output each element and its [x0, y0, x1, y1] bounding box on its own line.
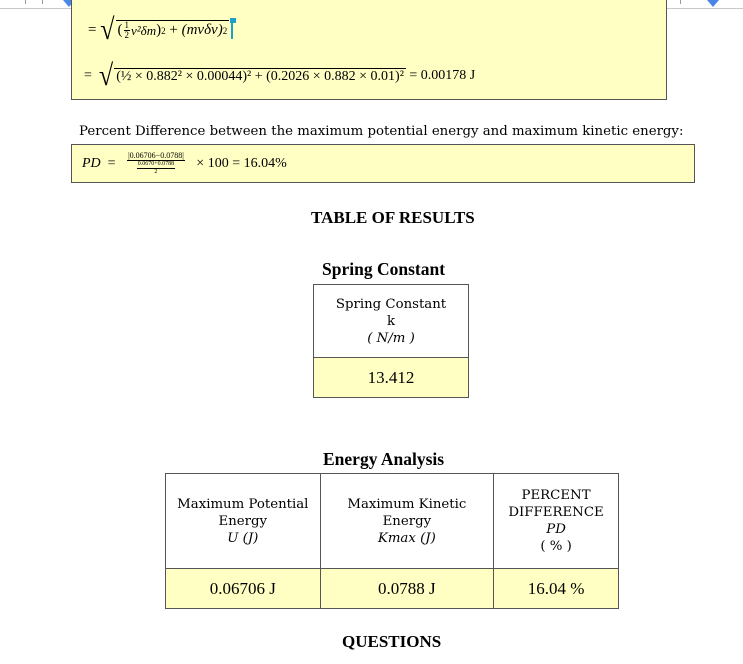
- line2-expression: (½ × 0.882² × 0.00044)² + (0.2026 × 0.882 × 0.01)²: [116, 68, 404, 84]
- percent-difference-equation[interactable]: PD = |0.06706−0.0788| 0.0670+0.0788 2 × 100 = 16.04%: [82, 151, 287, 175]
- col3-unit: ( % ): [540, 539, 572, 554]
- uncertainty-equation-line2[interactable]: = √ (½ × 0.882² × 0.00044)² + (0.2026 × 0.882 × 0.01)² = 0.00178 J: [84, 58, 476, 93]
- spring-header-line2: k: [386, 313, 396, 329]
- max-potential-energy-value[interactable]: 0.06706 J: [166, 569, 321, 609]
- pd-denominator-bottom: 2: [154, 169, 158, 175]
- line1-term: (mvδv): [181, 22, 223, 38]
- energy-analysis-heading: Energy Analysis: [323, 449, 445, 469]
- radicand: [114, 68, 406, 85]
- radicand: ( $\frac{1}{2}$ v²δm ) 2 + (mvδv) 2: [117, 20, 228, 40]
- spring-constant-table: [313, 284, 469, 398]
- spring-constant-heading: Spring Constant: [322, 259, 446, 279]
- table-row: [166, 474, 619, 569]
- line2-result: = 0.00178 J: [409, 68, 476, 83]
- col1-line1: Maximum Potential: [177, 496, 309, 512]
- spring-constant-value-cell[interactable]: 13.412: [314, 358, 469, 398]
- col2-line1: Maximum Kinetic: [347, 496, 467, 512]
- percent-difference-value[interactable]: 16.04 %: [494, 569, 619, 609]
- questions-heading: QUESTIONS: [342, 632, 442, 651]
- col2-line2: Energy: [382, 513, 432, 529]
- sqrt-symbol: √: [100, 12, 115, 47]
- spring-header-line1: Spring Constant: [335, 296, 447, 312]
- table-row: [166, 569, 619, 609]
- pd-tail: × 100 = 16.04%: [196, 155, 287, 171]
- pd-label: PD: [82, 155, 101, 171]
- spring-header-unit: ( N/m ): [367, 330, 415, 346]
- col3-line3: PD: [546, 522, 566, 537]
- table-of-results-title: TABLE OF RESULTS: [311, 208, 475, 227]
- ruler-tick: [680, 0, 681, 4]
- max-kinetic-energy-value[interactable]: 0.0788 J: [320, 569, 494, 609]
- max-potential-energy-header: [166, 474, 321, 569]
- percent-difference-description: Percent Difference between the maximum potential energy and maximum kinetic energy:: [79, 124, 684, 139]
- percent-difference-header: [494, 474, 619, 569]
- spring-constant-header-cell: [314, 285, 469, 358]
- table-row: [314, 358, 469, 398]
- ruler-tick: [25, 0, 26, 4]
- table-row: [314, 285, 469, 358]
- col3-line2: DIFFERENCE: [508, 505, 604, 520]
- text-cursor: [231, 21, 233, 39]
- fraction-half: $\frac{1}{2}$: [124, 20, 129, 40]
- energy-analysis-table: [165, 473, 619, 609]
- col3-line1: PERCENT: [521, 488, 591, 503]
- col2-unit: Kmax (J): [377, 530, 436, 546]
- right-indent-marker[interactable]: [707, 0, 719, 7]
- uncertainty-equation-line1[interactable]: = √ ( $\frac{1}{2}$ v²δm ) 2 + (mvδv) 2: [88, 20, 233, 40]
- col1-line2: Energy: [218, 513, 268, 529]
- pd-numerator: |0.06706−0.0788|: [128, 151, 184, 160]
- sqrt-symbol: √: [98, 58, 114, 93]
- pd-fraction: [127, 151, 185, 176]
- ruler-tick: [42, 0, 43, 4]
- max-kinetic-energy-header: [320, 474, 494, 569]
- pd-denominator-top: 0.0670+0.0788: [137, 161, 175, 167]
- col1-unit: U (J): [227, 530, 259, 546]
